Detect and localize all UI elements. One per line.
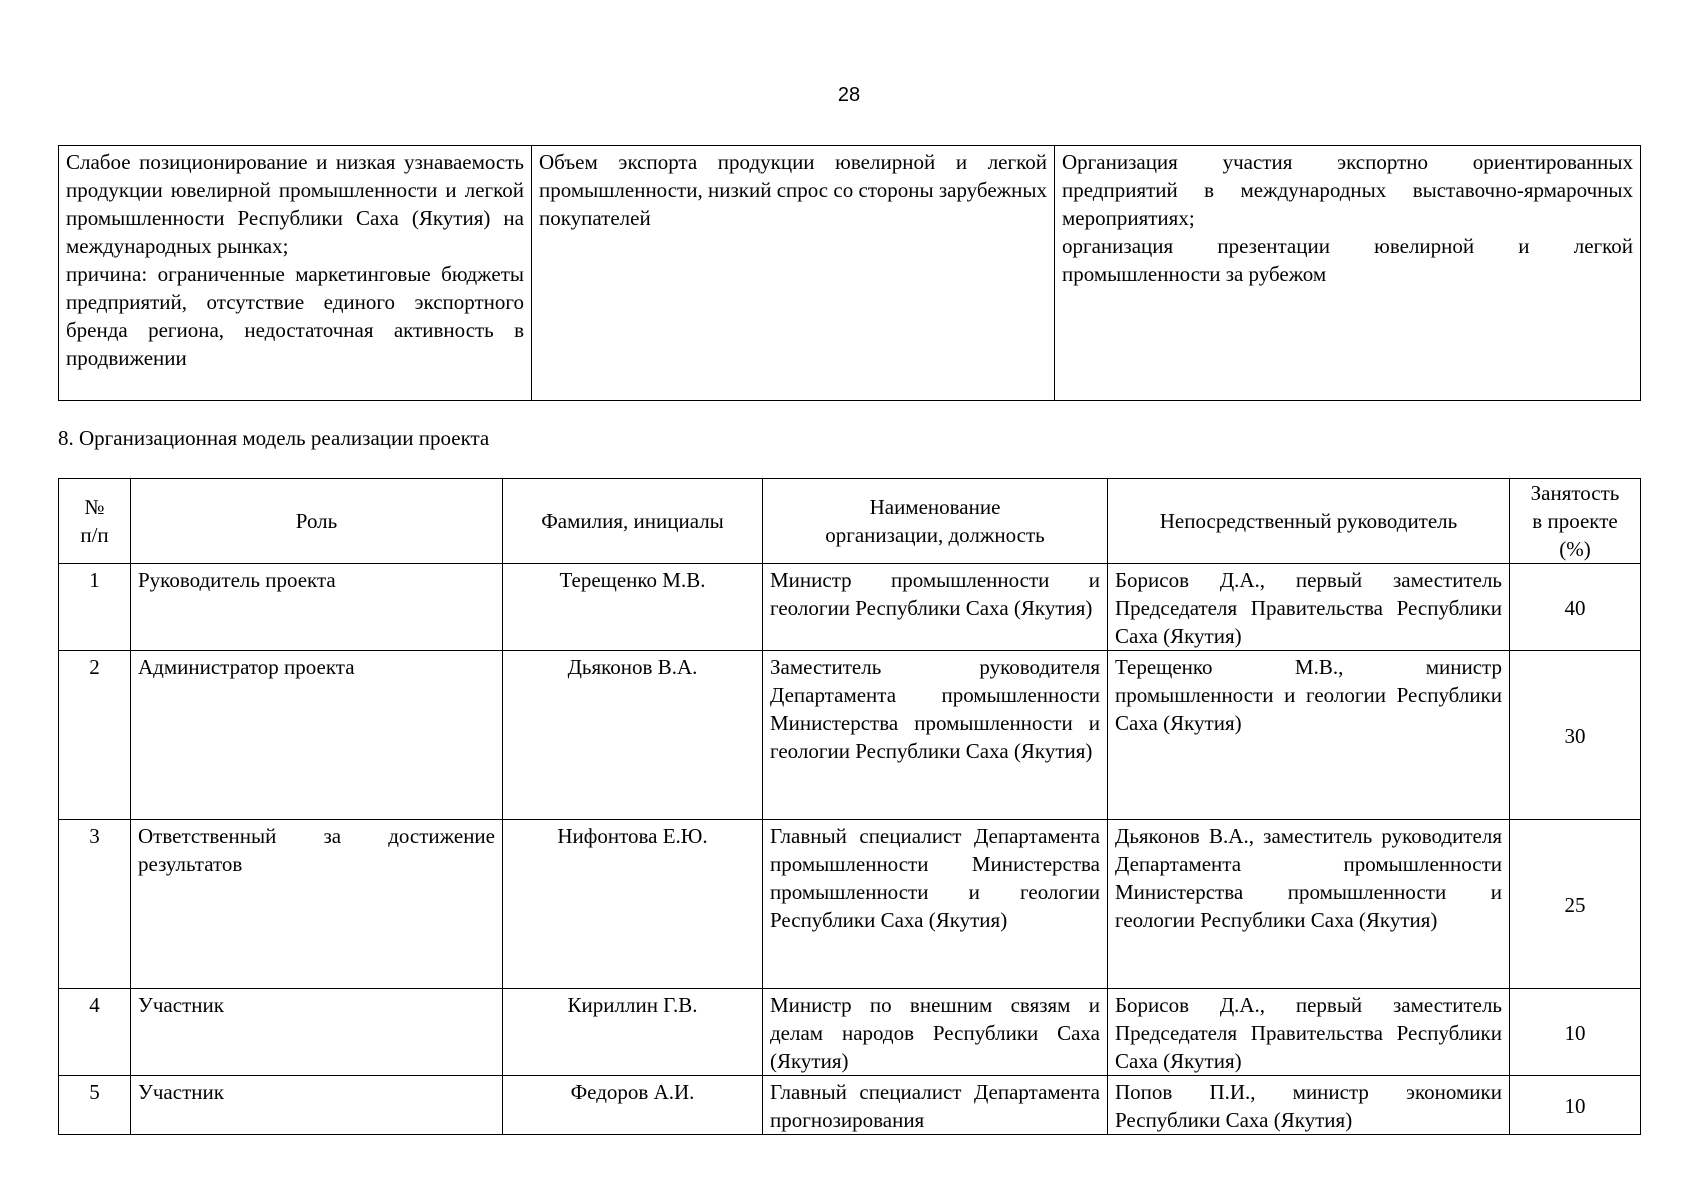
row-num: 5: [59, 1076, 131, 1135]
row-name: Федоров А.И.: [503, 1076, 763, 1135]
row-name: Нифонтова Е.Ю.: [503, 820, 763, 989]
table-row: [59, 564, 1641, 651]
row-num: 4: [59, 989, 131, 1076]
row-manager: Терещенко М.В., министр промышленности и геологии Республики Саха (Якутия): [1108, 651, 1510, 820]
row-name: Дьяконов В.А.: [503, 651, 763, 820]
header-manager: Непосредственный руководитель: [1108, 479, 1510, 564]
row-load: 30: [1510, 651, 1641, 820]
row-load: 10: [1510, 989, 1641, 1076]
row-manager: Дьяконов В.А., заместитель руководителя Департамента промышленности Министерства промышленности и геологии Республики Саха (Якутия): [1108, 820, 1510, 989]
row-org: Главный специалист Департамента промышленности Министерства промышленности и геологии Республики Саха (Якутия): [763, 820, 1108, 989]
measures-cell: Организация участия экспортно ориентированных предприятий в международных выставочно-ярмарочных мероприятиях; организация презентации ювелирной и легкой промышленности за рубежом: [1055, 146, 1641, 401]
row-role: Руководитель проекта: [131, 564, 503, 651]
row-manager: Борисов Д.А., первый заместитель Председателя Правительства Республики Саха (Якутия): [1108, 989, 1510, 1076]
row-num: 1: [59, 564, 131, 651]
problem-cell: Слабое позиционирование и низкая узнаваемость продукции ювелирной промышленности и легкой промышленности Республики Саха (Якутия) на международных рынках; причина: ограниченные маркетинговые бюджеты предприятий, отсутствие единого экспортного бренда региона, недостаточная активность в продвижении: [59, 146, 532, 401]
table-row: [59, 1076, 1641, 1135]
table-row: [59, 651, 1641, 820]
table-row: [59, 820, 1641, 989]
row-load: 10: [1510, 1076, 1641, 1135]
header-load: Занятость в проекте (%): [1510, 479, 1641, 564]
row-manager: Борисов Д.А., первый заместитель Председателя Правительства Республики Саха (Якутия): [1108, 564, 1510, 651]
row-org: Министр по внешним связям и делам народов Республики Саха (Якутия): [763, 989, 1108, 1076]
row-manager: Попов П.И., министр экономики Республики Саха (Якутия): [1108, 1076, 1510, 1135]
row-name: Кириллин Г.В.: [503, 989, 763, 1076]
indicator-cell: Объем экспорта продукции ювелирной и легкой промышленности, низкий спрос со стороны зарубежных покупателей: [532, 146, 1055, 401]
row-org: Заместитель руководителя Департамента промышленности Министерства промышленности и геологии Республики Саха (Якутия): [763, 651, 1108, 820]
section-title: 8. Организационная модель реализации проекта: [58, 426, 490, 450]
row-load: 25: [1510, 820, 1641, 989]
row-role: Участник: [131, 989, 503, 1076]
table-header-row: [59, 479, 1641, 564]
row-num: 2: [59, 651, 131, 820]
row-load: 40: [1510, 564, 1641, 651]
header-name: Фамилия, инициалы: [503, 479, 763, 564]
problems-table: [58, 145, 1641, 401]
row-name: Терещенко М.В.: [503, 564, 763, 651]
table-row: [59, 146, 1641, 401]
row-role: Участник: [131, 1076, 503, 1135]
page-number: 28: [837, 84, 861, 106]
org-model-table: [58, 478, 1641, 1135]
row-role: Администратор проекта: [131, 651, 503, 820]
header-role: Роль: [131, 479, 503, 564]
row-role: Ответственный за достижение результатов: [131, 820, 503, 989]
row-org: Министр промышленности и геологии Республики Саха (Якутия): [763, 564, 1108, 651]
row-num: 3: [59, 820, 131, 989]
table-row: [59, 989, 1641, 1076]
header-org: Наименование организации, должность: [763, 479, 1108, 564]
header-num: № п/п: [59, 479, 131, 564]
row-org: Главный специалист Департамента прогнозирования: [763, 1076, 1108, 1135]
